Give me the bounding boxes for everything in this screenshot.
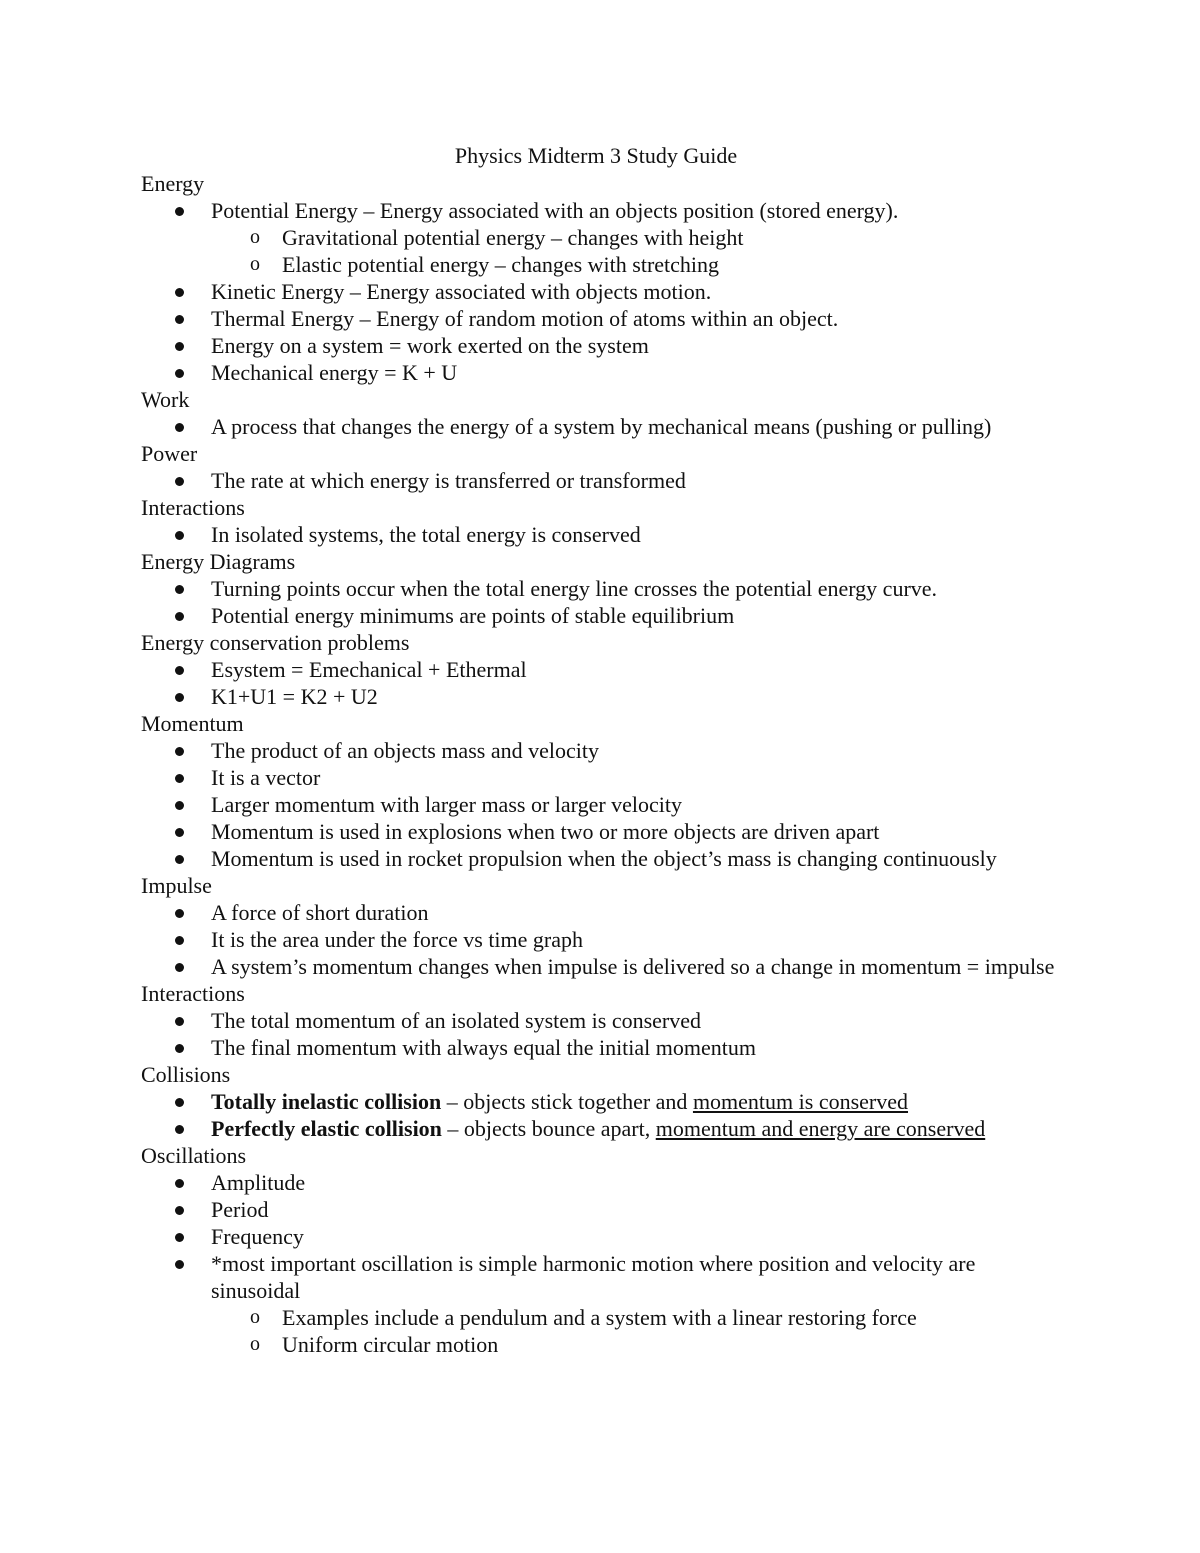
bullet-text: Mechanical energy = K + U [211,360,458,385]
bullet-text: K1+U1 = K2 + U2 [211,684,378,709]
bullet-item [141,737,1061,764]
sections-container [141,170,1061,1358]
bullet-dot-icon [175,693,184,702]
bullet-text: A system’s momentum changes when impulse is delivered so a change in momentum = impulse [211,954,1055,979]
bullet-dot-icon [175,1233,184,1242]
bullet-item [141,413,1061,440]
bullet-text: Momentum is used in explosions when two or more objects are driven apart [211,819,880,844]
bullet-text: The total momentum of an isolated system is conserved [211,1008,702,1033]
bullet-item [141,1250,1061,1304]
bold-term: Totally inelastic collision [211,1089,442,1114]
bullet-dot-icon [175,1260,184,1269]
sub-bullet-text: Examples include a pendulum and a system with a linear restoring force [282,1305,917,1330]
bullet-item [141,278,1061,305]
sub-bullet-item [141,224,1061,251]
bullet-item [141,197,1061,224]
bullet-item [141,818,1061,845]
bullet-dot-icon [175,585,184,594]
bullet-dot-icon [175,801,184,810]
bullet-item [141,1034,1061,1061]
section-heading: Interactions [141,981,245,1006]
bullet-text: Larger momentum with larger mass or larger velocity [211,792,683,817]
bullet-dot-icon [175,909,184,918]
bullet-dot-icon [175,207,184,216]
section-heading: Energy [141,171,205,196]
bullet-text: The final momentum with always equal the initial momentum [211,1035,756,1060]
bullet-text: The rate at which energy is transferred or transformed [211,468,686,493]
bullet-text: Esystem = Emechanical + Ethermal [211,657,527,682]
bullet-text: Amplitude [211,1170,306,1195]
bullet-item [141,575,1061,602]
section-heading: Collisions [141,1062,231,1087]
bullet-item [141,683,1061,710]
bullet-item [141,359,1061,386]
sub-bullet-text: Uniform circular motion [282,1332,499,1357]
bullet-dot-icon [175,612,184,621]
underlined-text: momentum and energy are conserved [655,1116,986,1141]
bullet-dot-icon [175,342,184,351]
bullet-dot-icon [175,477,184,486]
bullet-item [141,602,1061,629]
bullet-dot-icon [175,666,184,675]
bullet-item [141,764,1061,791]
bullet-dot-icon [175,936,184,945]
section-heading: Momentum [141,711,244,736]
bullet-text: In isolated systems, the total energy is conserved [211,522,641,547]
bullet-item [141,1007,1061,1034]
bullet-text: Thermal Energy – Energy of random motion of atoms within an object. [211,306,839,331]
bullet-text: It is a vector [211,765,321,790]
bullet-item [141,1088,1061,1115]
bullet-text: Momentum is used in rocket propulsion when the object’s mass is changing continuously [211,846,997,871]
section-heading: Oscillations [141,1143,247,1168]
bullet-text: Period [211,1197,269,1222]
bullet-item [141,521,1061,548]
bullet-dot-icon [175,369,184,378]
sub-bullet-text: Elastic potential energy – changes with stretching [282,252,720,277]
bullet-item [141,332,1061,359]
section-heading: Interactions [141,495,245,520]
bullet-dot-icon [175,1179,184,1188]
bullet-dot-icon [175,423,184,432]
bullet-item [141,953,1061,980]
sub-bullet-item [141,1331,1061,1358]
bullet-item [141,1223,1061,1250]
hollow-bullet-icon: o [250,226,260,248]
bullet-dot-icon [175,315,184,324]
bullet-text: – objects bounce apart, [441,1116,656,1141]
hollow-bullet-icon: o [250,1333,260,1355]
sub-bullet-item [141,1304,1061,1331]
bullet-dot-icon [175,1206,184,1215]
bullet-item [141,845,1061,872]
bullet-text: – objects stick together and [441,1089,693,1114]
bold-term: Perfectly elastic collision [211,1116,442,1141]
bullet-text: Turning points occur when the total energy line crosses the potential energy curve. [211,576,938,601]
bullet-item [141,899,1061,926]
section-heading: Energy Diagrams [141,549,296,574]
bullet-text: The product of an objects mass and velocity [211,738,599,763]
bullet-text: *most important oscillation is simple harmonic motion where position and velocity are sinusoidal [211,1251,976,1303]
bullet-text: A force of short duration [211,900,429,925]
bullet-item [141,1196,1061,1223]
bullet-item [141,656,1061,683]
bullet-text: Potential energy minimums are points of stable equilibrium [211,603,735,628]
bullet-dot-icon [175,855,184,864]
bullet-dot-icon [175,531,184,540]
section-heading: Power [141,441,198,466]
section-heading: Energy conservation problems [141,630,410,655]
bullet-dot-icon [175,288,184,297]
sub-bullet-item [141,251,1061,278]
bullet-item [141,1169,1061,1196]
document-page [141,142,1061,1358]
hollow-bullet-icon: o [250,253,260,275]
bullet-item [141,791,1061,818]
bullet-dot-icon [175,747,184,756]
bullet-item [141,467,1061,494]
page-title: Physics Midterm 3 Study Guide [454,143,738,168]
bullet-dot-icon [175,828,184,837]
bullet-text: Energy on a system = work exerted on the system [211,333,649,358]
bullet-dot-icon [175,1125,184,1134]
bullet-text: Kinetic Energy – Energy associated with objects motion. [211,279,712,304]
bullet-text: Potential Energy – Energy associated with an objects position (stored energy). [211,198,899,223]
bullet-dot-icon [175,1017,184,1026]
sub-bullet-text: Gravitational potential energy – changes with height [282,225,744,250]
hollow-bullet-icon: o [250,1306,260,1328]
bullet-text: Frequency [211,1224,304,1249]
bullet-item [141,305,1061,332]
bullet-dot-icon [175,774,184,783]
bullet-text: It is the area under the force vs time graph [211,927,584,952]
bullet-dot-icon [175,963,184,972]
bullet-item [141,1115,1061,1142]
bullet-item [141,926,1061,953]
underlined-text: momentum is conserved [692,1089,909,1114]
bullet-dot-icon [175,1098,184,1107]
bullet-dot-icon [175,1044,184,1053]
section-heading: Work [141,387,190,412]
section-heading: Impulse [141,873,212,898]
bullet-text: A process that changes the energy of a system by mechanical means (pushing or pulling) [211,414,992,439]
